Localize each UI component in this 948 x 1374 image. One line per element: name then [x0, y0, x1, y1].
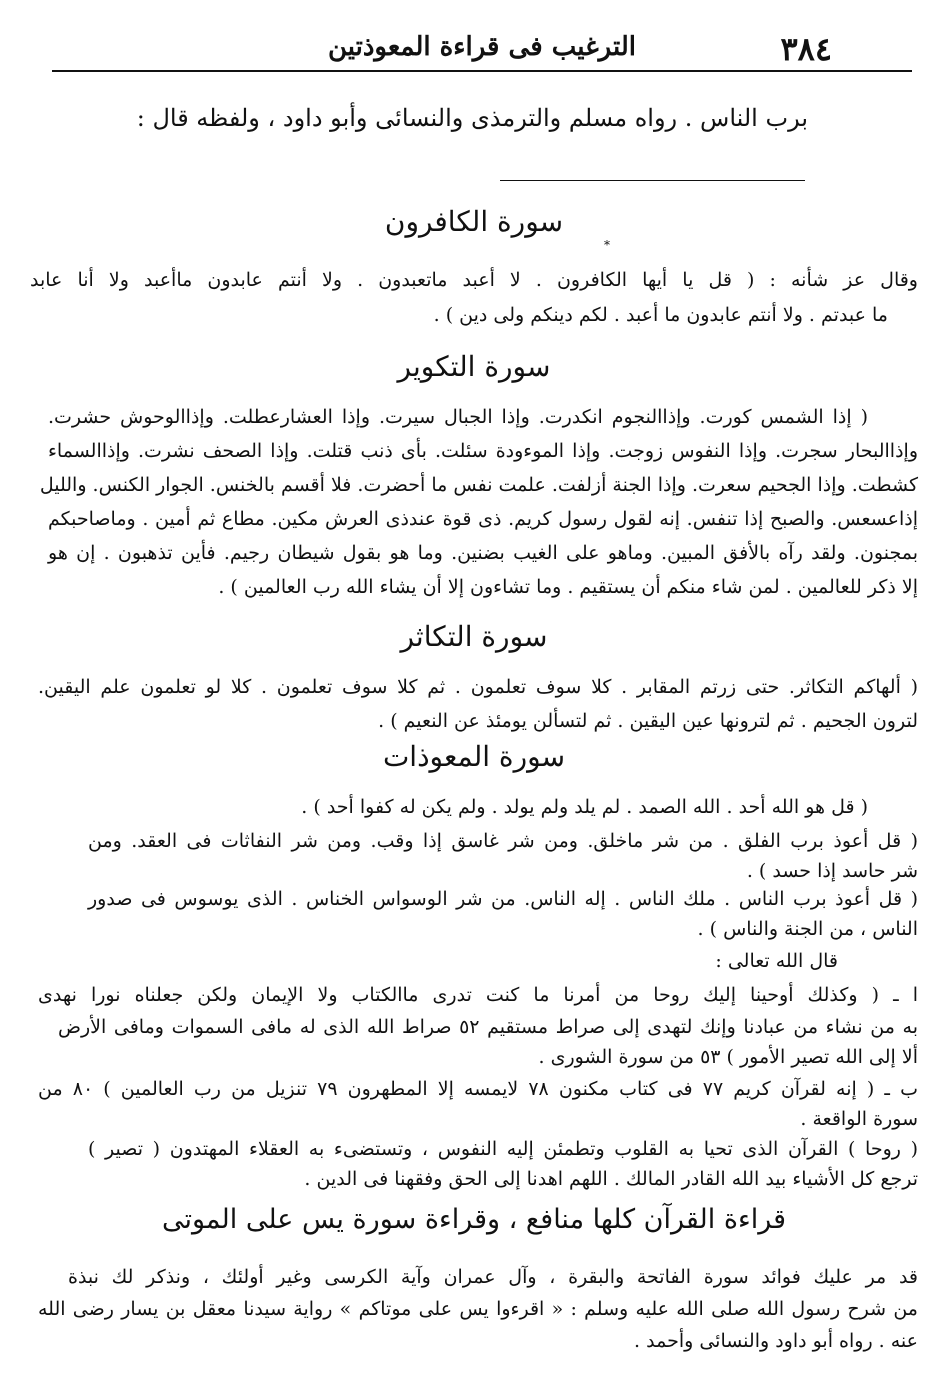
text-line: سورة الواقعة .: [800, 1108, 918, 1130]
text-line: ا ـ ( وكذلك أوحينا إليك روحا من أمرنا ما كنت تدرى ماالكتاب ولا الإيمان ولكن جعلناه نورا نهدى: [38, 984, 918, 1006]
text-line: كشطت. وإذا الجحيم سعرت. وإذا الجنة أزلفت. علمت نفس ما أحضرت. فلا أقسم بالخنس. الجوار الكنس. والليل: [39, 474, 918, 496]
page-header: [52, 28, 912, 72]
section-title-quran-benefits: قراءة القرآن كلها منافع ، وقراءة سورة يس على الموتى: [161, 1204, 787, 1235]
text-line: عنه . رواه أبو داود والنسائى وأحمد .: [634, 1330, 918, 1352]
text-line: ( روحا ) القرآن الذى تحيا به القلوب وتطمئن إليه النفوس ، وتستضىء به العقلاء المهتدون ( تصير ): [88, 1138, 918, 1160]
section-title-takathur: سورة التكاثر: [400, 620, 548, 653]
asterisk-mark: *: [604, 238, 610, 252]
section-title-kafirun: سورة الكافرون: [384, 205, 564, 238]
text-line: ( قل أعوذ برب الناس . ملك الناس . إله الناس. من شر الوسواس الخناس . الذى يوسوس فى صدور: [88, 888, 918, 910]
text-line: إلا ذكر للعالمين . لمن شاء منكم أن يستقيم . وما تشاءون إلا أن يشاء الله رب العالمين ) .: [218, 576, 918, 598]
text-line: من شرح رسول الله صلى الله عليه وسلم : « اقرءوا يس على موتاكم » رواية سيدنا معقل بن يسار رضى الله: [38, 1298, 918, 1320]
text-line: ( قل هو الله أحد . الله الصمد . لم يلد ولم يولد . ولم يكن له كفوا أحد ) .: [301, 796, 868, 818]
section-title-takwir: سورة التكوير: [397, 350, 551, 383]
text-line: ( قل أعوذ برب الفلق . من شر ماخلق. ومن شر غاسق إذا وقب. ومن شر النفاثات فى العقد. ومن: [88, 830, 918, 852]
section-title-muawwidhat: سورة المعوذات: [382, 740, 566, 773]
section-divider: [500, 180, 805, 181]
text-line: ( إذا الشمس كورت. وإذاالنجوم انكدرت. وإذا الجبال سيرت. وإذا العشارعطلت. وإذاالوحوش حشرت.: [48, 406, 868, 428]
running-title: الترغيب فى قراءة المعوذتين: [327, 32, 636, 62]
text-line: إذاعسعس. والصبح إذا تنفس. إنه لقول رسول كريم. ذى قوة عندذى العرش مكين. مطاع ثم أمين . وماصاحبكم: [48, 508, 918, 530]
text-line: وإذاالبحار سجرت. وإذا النفوس زوجت. وإذا الموءودة سئلت. بأى ذنب قتلت. وإذا الصحف نشرت. وإذاالسماء: [48, 440, 918, 462]
text-line: ب ـ ( إنه لقرآن كريم ٧٧ فى كتاب مكنون ٧٨ لايمسه إلا المطهرون ٧٩ تنزيل من رب العالمين ) ٨٠ من: [38, 1078, 918, 1100]
text-line: ترجع كل الأشياء بيد الله القادر المالك . اللهم اهدنا إلى الحق وفقهنا فى الدين .: [304, 1168, 918, 1190]
page-number: ٣٨٤: [780, 30, 832, 68]
text-line: ألا إلى الله تصير الأمور ) ٥٣ من سورة الشورى .: [538, 1046, 918, 1068]
text-line: لترون الجحيم . ثم لترونها عين اليقين . ثم لتسألن يومئذ عن النعيم ) .: [378, 710, 918, 732]
text-line: قال الله تعالى :: [715, 950, 838, 972]
intro-line: برب الناس . رواه مسلم والترمذى والنسائى وأبو داود ، ولفظه قال :: [136, 104, 808, 132]
text-line: ( ألهاكم التكاثر. حتى زرتم المقابر . كلا سوف تعلمون . ثم كلا سوف تعلمون . كلا لو تعلمون علم اليقين.: [38, 676, 918, 698]
text-line: ما عبدتم . ولا أنتم عابدون ما أعبد . لكم دينكم ولى دين ) .: [433, 304, 888, 326]
text-line: بمجنون. ولقد رآه بالأفق المبين. وماهو على الغيب بضنين. وما هو بقول شيطان رجيم. فأين تذهبون . إن هو: [48, 542, 918, 564]
text-line: به من نشاء من عبادنا وإنك لتهدى إلى صراط مستقيم ٥٢ صراط الله الذى له مافى السموات ومافى الأرض: [58, 1016, 918, 1038]
text-line: قد مر عليك فوائد سورة الفاتحة والبقرة ، وآل عمران وآية الكرسى وغير أولئك ، ونذكر لك نبذة: [68, 1266, 918, 1288]
text-line: الناس ، من الجنة والناس ) .: [697, 918, 918, 940]
text-line: وقال عز شأنه : ( قل يا أيها الكافرون . لا أعبد ماتعبدون . ولا أنتم عابدون ماأعبد ولا أنا عابد: [30, 269, 918, 291]
text-line: شر حاسد إذا حسد ) .: [746, 860, 918, 882]
